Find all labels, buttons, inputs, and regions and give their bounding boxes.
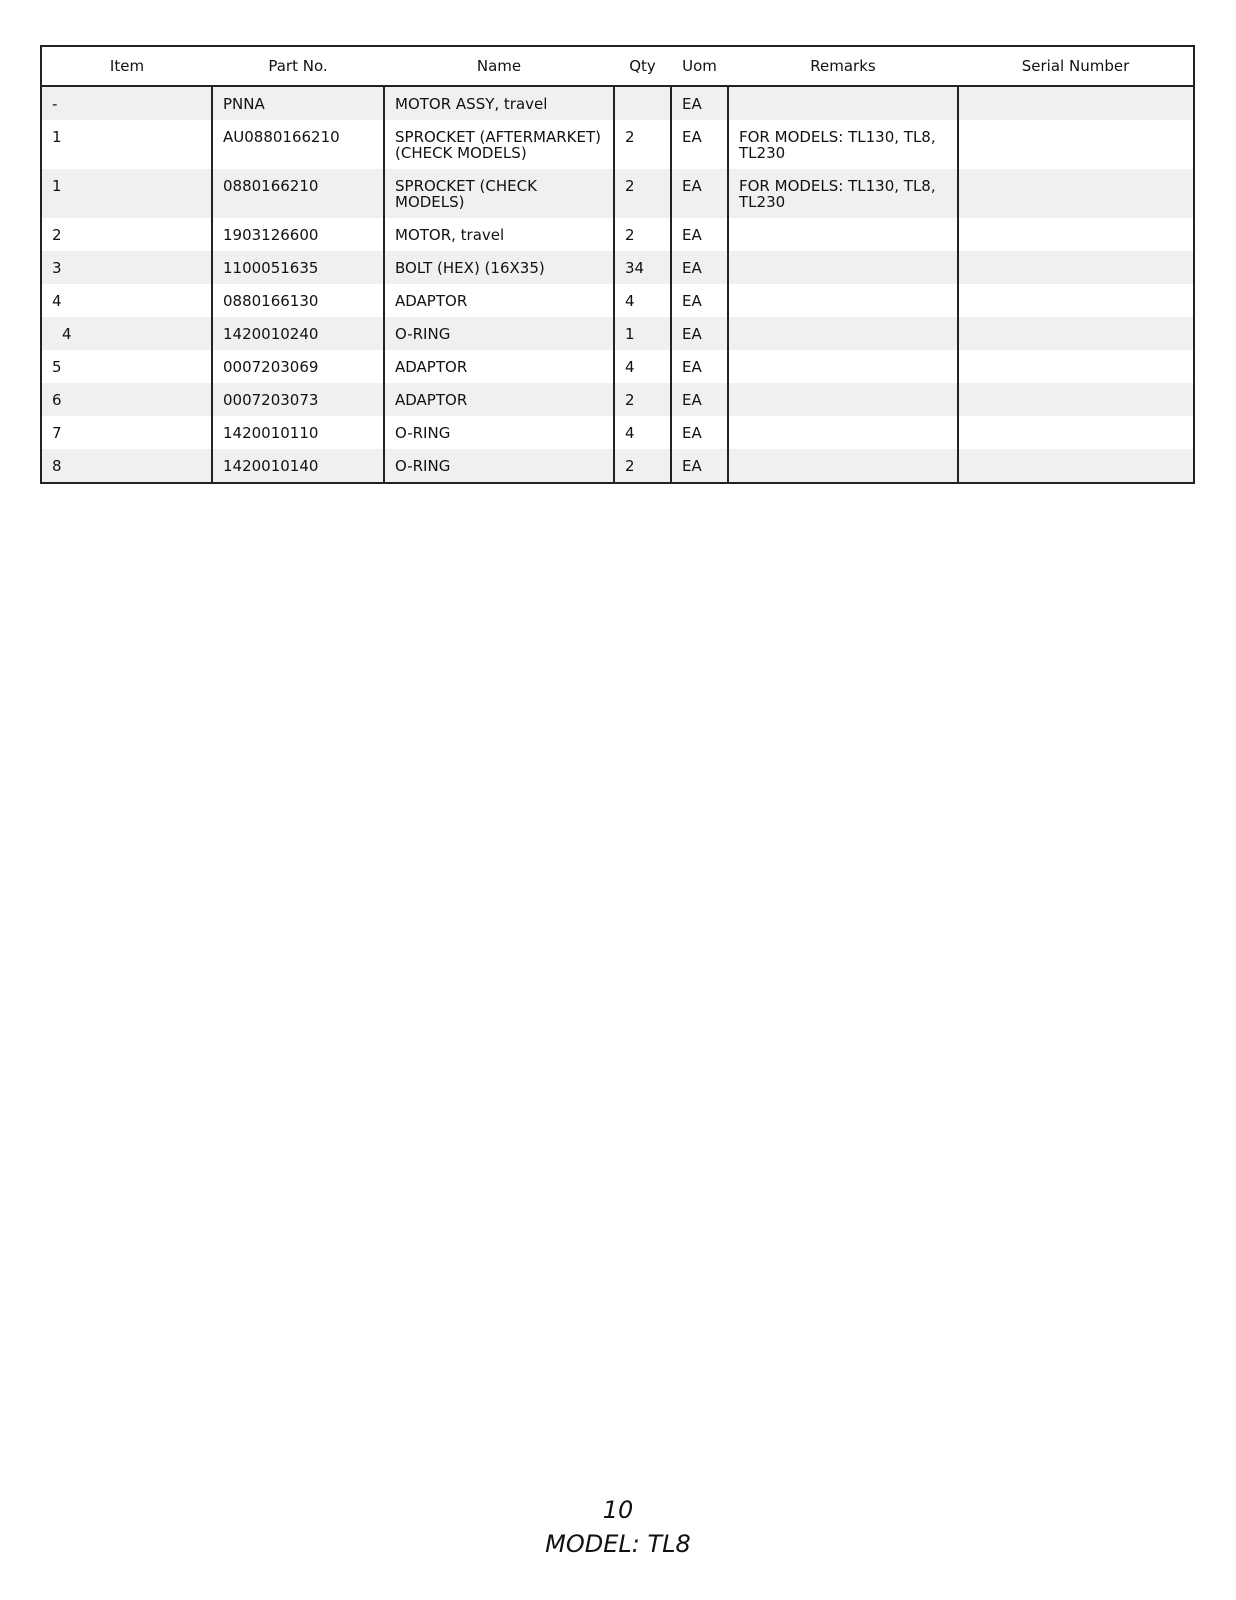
cell-qty: 34 xyxy=(614,251,671,284)
table-row xyxy=(41,383,1194,416)
cell-name: MOTOR, travel xyxy=(384,218,614,251)
cell-serial xyxy=(958,284,1194,317)
cell-item: 4 xyxy=(41,317,212,350)
cell-remarks xyxy=(728,317,958,350)
cell-serial xyxy=(958,350,1194,383)
cell-serial xyxy=(958,251,1194,284)
cell-serial xyxy=(958,317,1194,350)
cell-serial xyxy=(958,416,1194,449)
cell-item: 3 xyxy=(41,251,212,284)
cell-qty: 4 xyxy=(614,350,671,383)
cell-name: BOLT (HEX) (16X35) xyxy=(384,251,614,284)
header-part-no: Part No. xyxy=(212,46,384,86)
cell-remarks xyxy=(728,383,958,416)
cell-remarks: FOR MODELS: TL130, TL8, TL230 xyxy=(728,120,958,169)
cell-name: O-RING xyxy=(384,317,614,350)
cell-serial xyxy=(958,383,1194,416)
cell-uom: EA xyxy=(671,251,728,284)
cell-qty xyxy=(614,86,671,120)
cell-qty: 2 xyxy=(614,120,671,169)
cell-part-no: 0007203069 xyxy=(212,350,384,383)
cell-item: 2 xyxy=(41,218,212,251)
cell-remarks xyxy=(728,416,958,449)
cell-qty: 4 xyxy=(614,416,671,449)
cell-part-no: 0880166210 xyxy=(212,169,384,218)
cell-qty: 4 xyxy=(614,284,671,317)
cell-item: 4 xyxy=(41,284,212,317)
cell-part-no: AU0880166210 xyxy=(212,120,384,169)
cell-item: 8 xyxy=(41,449,212,483)
cell-name: MOTOR ASSY, travel xyxy=(384,86,614,120)
model-label: MODEL: TL8 xyxy=(545,1530,691,1558)
cell-uom: EA xyxy=(671,169,728,218)
cell-uom: EA xyxy=(671,218,728,251)
cell-name: O-RING xyxy=(384,449,614,483)
cell-name: SPROCKET (AFTERMARKET)(CHECK MODELS) xyxy=(384,120,614,169)
table-row xyxy=(41,449,1194,483)
table-header-row xyxy=(41,46,1194,86)
cell-item: 1 xyxy=(41,169,212,218)
table-row xyxy=(41,218,1194,251)
parts-table xyxy=(40,45,1195,484)
cell-qty: 2 xyxy=(614,218,671,251)
cell-part-no: 1903126600 xyxy=(212,218,384,251)
cell-uom: EA xyxy=(671,317,728,350)
cell-uom: EA xyxy=(671,86,728,120)
cell-name: SPROCKET (CHECK MODELS) xyxy=(384,169,614,218)
cell-qty: 2 xyxy=(614,169,671,218)
header-serial-number: Serial Number xyxy=(958,46,1194,86)
cell-name: O-RING xyxy=(384,416,614,449)
cell-remarks xyxy=(728,284,958,317)
cell-uom: EA xyxy=(671,350,728,383)
header-uom: Uom xyxy=(671,46,728,86)
cell-item: 6 xyxy=(41,383,212,416)
table-row xyxy=(41,120,1194,169)
cell-name: ADAPTOR xyxy=(384,350,614,383)
cell-qty: 1 xyxy=(614,317,671,350)
table-row xyxy=(41,86,1194,120)
cell-uom: EA xyxy=(671,284,728,317)
header-remarks: Remarks xyxy=(728,46,958,86)
cell-item: 7 xyxy=(41,416,212,449)
cell-part-no: 0880166130 xyxy=(212,284,384,317)
header-item: Item xyxy=(41,46,212,86)
cell-remarks xyxy=(728,449,958,483)
cell-remarks xyxy=(728,251,958,284)
table-row xyxy=(41,350,1194,383)
page-number: 10 xyxy=(602,1496,634,1524)
cell-remarks xyxy=(728,350,958,383)
header-name: Name xyxy=(384,46,614,86)
cell-part-no: 1420010140 xyxy=(212,449,384,483)
cell-serial xyxy=(958,169,1194,218)
cell-part-no: 0007203073 xyxy=(212,383,384,416)
cell-uom: EA xyxy=(671,416,728,449)
header-qty: Qty xyxy=(614,46,671,86)
table-row xyxy=(41,284,1194,317)
cell-serial xyxy=(958,449,1194,483)
cell-qty: 2 xyxy=(614,449,671,483)
cell-name: ADAPTOR xyxy=(384,383,614,416)
cell-name: ADAPTOR xyxy=(384,284,614,317)
cell-part-no: 1100051635 xyxy=(212,251,384,284)
cell-part-no: PNNA xyxy=(212,86,384,120)
cell-part-no: 1420010240 xyxy=(212,317,384,350)
cell-item: 5 xyxy=(41,350,212,383)
cell-qty: 2 xyxy=(614,383,671,416)
cell-item: 1 xyxy=(41,120,212,169)
cell-serial xyxy=(958,218,1194,251)
cell-remarks xyxy=(728,86,958,120)
cell-part-no: 1420010110 xyxy=(212,416,384,449)
cell-uom: EA xyxy=(671,449,728,483)
cell-uom: EA xyxy=(671,120,728,169)
table-row xyxy=(41,169,1194,218)
cell-remarks xyxy=(728,218,958,251)
cell-uom: EA xyxy=(671,383,728,416)
cell-serial xyxy=(958,86,1194,120)
cell-remarks: FOR MODELS: TL130, TL8, TL230 xyxy=(728,169,958,218)
table-row xyxy=(41,251,1194,284)
cell-item: - xyxy=(41,86,212,120)
table-row xyxy=(41,416,1194,449)
cell-serial xyxy=(958,120,1194,169)
table-row xyxy=(41,317,1194,350)
